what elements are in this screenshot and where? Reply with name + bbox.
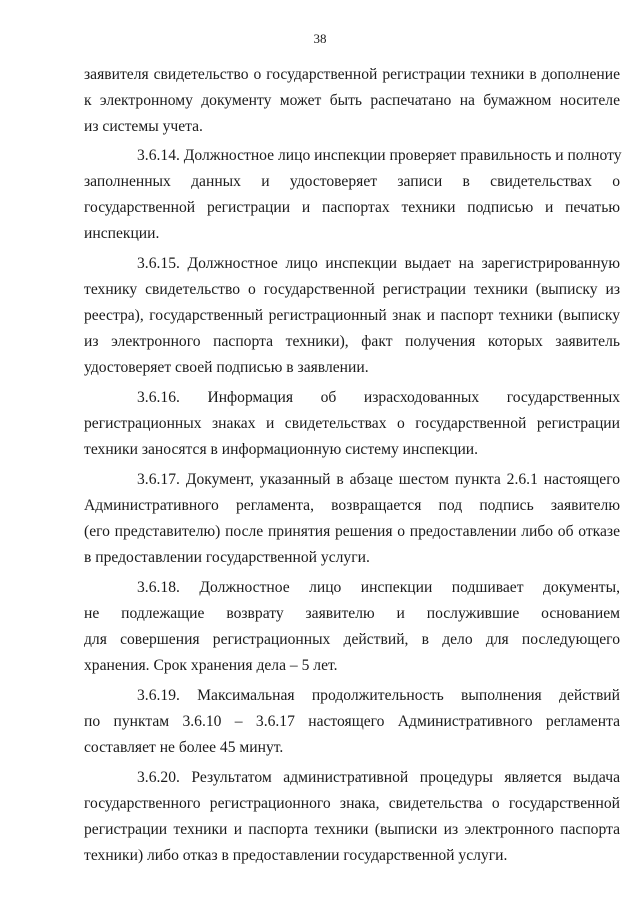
text-line: технику свидетельство о государственной регистрации техники (выписку из <box>84 281 620 298</box>
text-line: составляет не более 45 минут. <box>84 739 284 756</box>
text-line: техники заносятся в информационную систему инспекции. <box>84 441 479 458</box>
text-line: инспекции. <box>84 225 160 242</box>
text-line: Административного регламента, возвращается под подпись заявителю <box>84 497 620 514</box>
text-line: из системы учета. <box>84 118 203 135</box>
text-line: регистрационных знаках и свидетельствах о государственной регистрации <box>84 415 620 432</box>
paragraph <box>84 251 620 381</box>
paragraph <box>84 683 620 761</box>
text-line: регистрации техники и паспорта техники (выписки из электронного паспорта <box>84 821 620 838</box>
paragraph <box>84 62 620 140</box>
document-body <box>84 62 620 873</box>
paragraph <box>84 385 620 463</box>
text-line: из электронного паспорта техники), факт получения которых заявитель <box>84 333 620 350</box>
text-line: для совершения регистрационных действий, в дело для последующего <box>84 631 620 648</box>
paragraph <box>84 467 620 571</box>
text-line: 3.6.18. Должностное лицо инспекции подшивает документы, <box>137 579 620 596</box>
text-line: не подлежащие возврату заявителю и послужившие основанием <box>84 605 620 622</box>
text-line: к электронному документу может быть распечатано на бумажном носителе <box>84 92 620 109</box>
text-line: государственного регистрационного знака, свидетельства о государственной <box>84 795 620 812</box>
text-line: (его представителю) после принятия решения о предоставлении либо об отказе <box>84 523 620 540</box>
text-line: хранения. Срок хранения дела – 5 лет. <box>84 657 338 674</box>
text-line: в предоставлении государственной услуги. <box>84 549 370 566</box>
paragraph <box>84 765 620 869</box>
text-line: техники) либо отказ в предоставлении государственной услуги. <box>84 847 508 864</box>
paragraph <box>84 143 620 247</box>
text-line: 3.6.16. Информация об израсходованных государственных <box>137 389 620 406</box>
text-line: государственной регистрации и паспортах техники подписью и печатью <box>84 199 620 216</box>
text-line: заявителя свидетельство о государственной регистрации техники в дополнение <box>84 66 620 83</box>
paragraph <box>84 575 620 679</box>
text-line: 3.6.14. Должностное лицо инспекции проверяет правильность и полноту <box>137 147 622 164</box>
text-line: 3.6.15. Должностное лицо инспекции выдает на зарегистрированную <box>137 255 620 272</box>
text-line: 3.6.20. Результатом административной процедуры является выдача <box>137 769 620 786</box>
text-line: реестра), государственный регистрационный знак и паспорт техники (выписку <box>84 307 620 324</box>
page-number: 38 <box>313 31 327 46</box>
text-line: 3.6.17. Документ, указанный в абзаце шестом пункта 2.6.1 настоящего <box>137 471 620 488</box>
text-line: заполненных данных и удостоверяет записи в свидетельствах о <box>84 173 620 190</box>
text-line: удостоверяет своей подписью в заявлении. <box>84 359 369 376</box>
text-line: по пунктам 3.6.10 – 3.6.17 настоящего Административного регламента <box>84 713 620 730</box>
text-line: 3.6.19. Максимальная продолжительность выполнения действий <box>137 687 620 704</box>
